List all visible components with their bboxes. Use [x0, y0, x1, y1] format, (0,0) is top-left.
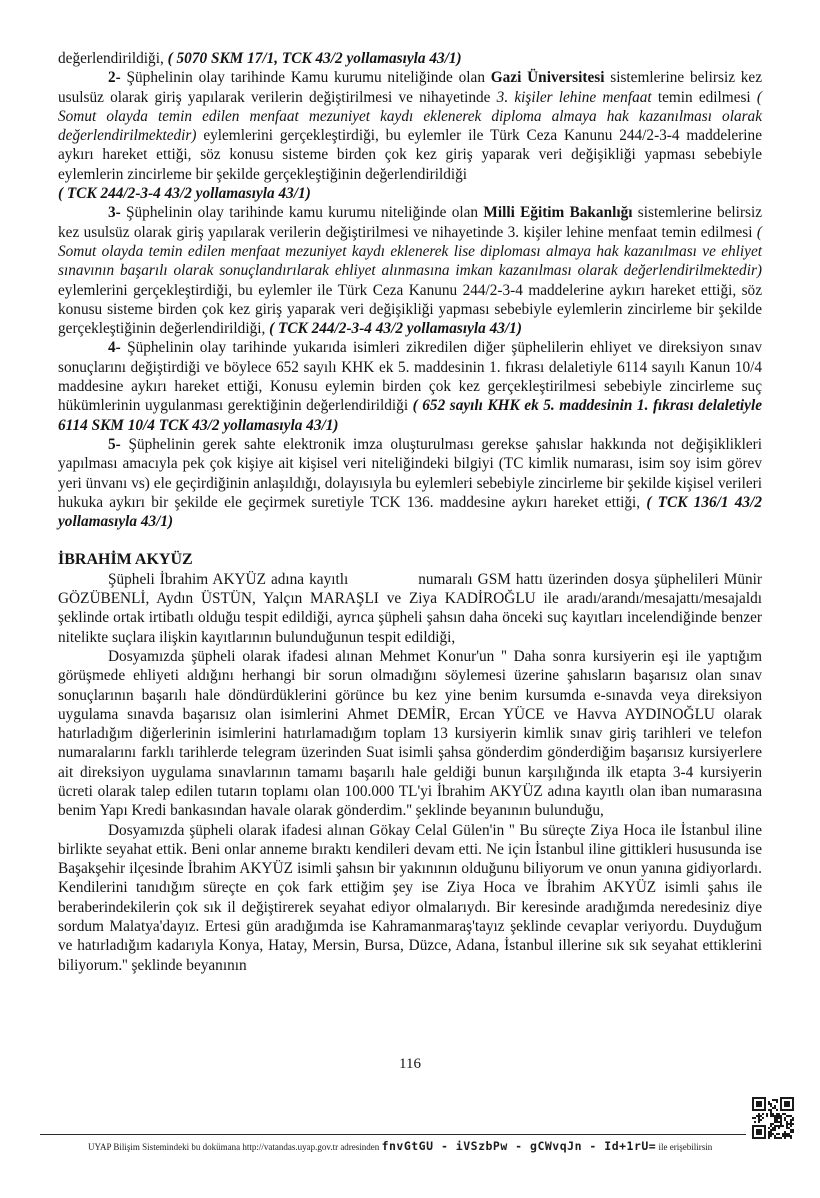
- text-run: sistemlerine belirsiz kez usulsüz olarak giriş yapılarak verilerin değiştirilmesi ve nihayetinde 3. kişiler lehine menfaat temin edilmesi: [58, 204, 763, 241]
- text-run: 5-: [108, 435, 129, 453]
- paragraph-statement-mehmet-konur: [58, 647, 762, 821]
- text-run: 4-: [108, 339, 128, 357]
- footer-access-codes: fnvGtGU - iVSzbPw - gCWvqJn - Id+1rU=: [381, 1139, 657, 1153]
- law-citation: ( 652 sayılı KHK ek 5. maddesinin 1. fıkrası delaletiyle 6114 SKM 10/4 TCK 43/2 yollamasıyla 43/1): [58, 397, 762, 434]
- page-number: 116: [399, 1056, 421, 1072]
- text-run: Şüphelinin olay tarihinde kamu kurumu niteliğinde olan: [126, 204, 484, 222]
- law-citation: ( TCK 244/2-3-4 43/2 yollamasıyla 43/1): [58, 185, 311, 203]
- suspect-name-heading: İBRAHİM AKYÜZ: [58, 551, 193, 569]
- law-citation: ( TCK 136/1 43/2 yollamasıyla 43/1): [58, 493, 762, 531]
- paragraph-1-continuation: [58, 49, 762, 68]
- text-run: Şüphelinin gerek sahte elektronik imza oluşturulması gerekse şahıslar hakkında not değişiklikleri yapılması amacıyla pek çok kişiye ait kişisel veri niteliğindeki bilgiyi (TC kimlik numarası, isim soy isim görev yeri ünvanı vs) ele geçirdiğinin anlaşıldığı, dolayısıyla bu eylemleri sebebiyle zincirleme bir şekilde kişisel verileri hukuka aykırı bir şekilde ele geçirmek suretiyle TCK 136. maddesine aykırı hareket ettiği,: [58, 435, 762, 511]
- paragraph-gsm-link: [58, 570, 762, 647]
- text-run: eylemlerini gerçekleştirdiği, bu eylemler ile Türk Ceza Kanunu 244/2-3-4 maddelerine aykırı hareket ettiği, söz konusu sisteme birden çok kez giriş yaparak veri değişikliği yapması sebebiyle eylemlerin zincirleme bir şekilde gerçekleştiğinin değerlendirildiği: [58, 127, 762, 183]
- footer-access-note: [88, 1139, 748, 1153]
- text-run: Şüphelinin olay tarihinde yukarıda isimleri zikredilen diğer şüphelilerin ehliyet ve direksiyon sınav sonuçlarını değiştirdiği ve böylece 652 sayılı KHK ek 5. maddesinin 1. fıkrası delaletiyle 6114 sayılı Kanun 10/4 maddesine aykırı hareket ettiği, Konusu eylemin birden çok kez gerçekleştirilmesi sebebiyle zincirleme suç hükümlerinin uygulanması gerektiğinin değerlendirildiği: [58, 339, 762, 415]
- law-citation: ( TCK 244/2-3-4 43/2 yollamasıyla 43/1): [269, 320, 522, 338]
- law-citation-line: [58, 184, 762, 203]
- text-run: Milli Eğitim Bakanlığı: [483, 204, 633, 222]
- text-run: ( Somut olayda temin edilen menfaat mezuniyet kaydı eklenerek diploma almaya hak kazanılması olarak değerlendirilmektedir): [58, 88, 762, 145]
- text-run: sistemlerine belirsiz kez usulsüz olarak giriş yapılarak verilerin değiştirilmesi ve nihayetinde: [58, 69, 762, 106]
- text-run: Dosyamızda şüpheli olarak ifadesi alınan Gökay Celal Gülen'in '' Bu süreçte Ziya Hoca ile İstanbul iline birlikte seyahat ettik. Beni onlar anneme bıraktı kendileri devam etti. Ne için İstanbul iline gittikleri hususunda ise Başakşehir ilçesinde İbrahim AKYÜZ isimli şahsın bir yakınının olduğunu biliyorum ve onun yanına gidiyorlardı. Kendilerini tanıdığım süreçte en çok fark ettiğim şey ise Ziya Hoca ve İbrahim AKYÜZ isimli şahıs ile beraberindekilerin çok sık il değiştirerek seyahat ediyor olmalarıydı. Bir keresinde aradığımda neredesiniz diye sordum Malatya'dayız. Ertesi gün aradığımda ise Kahramanmaraş'tayız şeklinde cevaplar veriyordu. Duyduğum ve hatırladığım kadarıyla Konya, Hatay, Mersin, Bursa, Düzce, Adana, İstanbul illerine sık sık seyahat ettiklerini biliyorum.'' şeklinde beyanının: [58, 821, 762, 974]
- text-run: değerlendirildiği,: [58, 50, 168, 67]
- paragraph-item-2: [58, 68, 762, 184]
- paragraph-statement-gokay-celal-gulen: [58, 821, 762, 975]
- footer-note-prefix: UYAP Bilişim Sistemindeki bu dokümana http://vatandas.uyap.gov.tr adresinden: [88, 1142, 380, 1152]
- text-run: eylemlerini gerçekleştirdiği, bu eylemler ile Türk Ceza Kanunu 244/2-3-4 maddelerine aykırı hareket ettiği, söz konusu sisteme birden çok kez giriş yaparak veri değişikliği yapması sebebiyle eylemlerin zincirleme bir şekilde gerçekleştiğinin değerlendirildiği,: [58, 281, 762, 338]
- text-run: ( Somut olayda temin edilen menfaat mezuniyet kaydı eklenerek lise diploması almaya hak kazanılması ve ehliyet sınavının başarılı olarak sonuçlandırılarak ehliyet alınmasına imkan kazanılması olarak değerlendirilmektedir): [58, 223, 762, 280]
- text-run: 3-: [108, 204, 127, 222]
- paragraph-item-4: [58, 338, 762, 434]
- text-run: 3. kişiler lehine menfaat: [496, 88, 652, 106]
- document-body: [58, 49, 762, 975]
- footer-divider: [40, 1134, 746, 1135]
- paragraph-item-5: [58, 435, 762, 531]
- text-run: Şüpheli İbrahim AKYÜZ adına kayıtlı: [108, 570, 349, 588]
- qr-code: [752, 1097, 794, 1139]
- law-citation: ( 5070 SKM 17/1, TCK 43/2 yollamasıyla 43/1): [167, 50, 462, 67]
- text-run: Gazi Üniversitesi: [490, 69, 605, 87]
- paragraph-item-3: [58, 203, 762, 338]
- text-run: numaralı GSM hattı üzerinden dosya şüphelileri Münir GÖZÜBENLİ, Aydın ÜSTÜN, Yalçın MARAŞLI ve Ziya KADİROĞLU ile aradı/arandı/mesajattı/mesajaldı şeklinde ortak irtibatlı olduğu tespit edildiği, ayrıca şüpheli şahsın daha önceki suç kayıtları incelendiğinde benzer nitelikte suçlara ilişkin kayıtlarının bulunduğunun tespit edildiği,: [58, 570, 762, 646]
- text-run: Şüphelinin olay tarihinde Kamu kurumu niteliğinde olan: [126, 69, 491, 87]
- footer-note-suffix: ile erişebilirsin: [658, 1142, 713, 1152]
- text-run: 2-: [108, 69, 127, 87]
- text-run: Dosyamızda şüpheli olarak ifadesi alınan Mehmet Konur'un '' Daha sonra kursiyerin eşi ile yaptığım görüşmede ehliyeti aldığını herhangi bir sorun olmadığını söylemesi üzerine şahısların başarısız olan sınav sonuçlarının başarılı hale döndürdüklerini görünce bu kez yine benim kursumda e-sınavda veya direksiyon uygulama sınavda başarısız olan isimlerini Ahmet DEMİR, Ercan YÜCE ve Havva AYDINOĞLU olarak hatırladığım diğerlerinin isimlerini hatırlamadığım toplam 13 kursiyerin kimlik sınav giriş tarihleri ve telefon numaralarını farklı tarihlerde telegram üzerinden Suat isimli şahsa gönderdim gönderdiğim başarısız kursiyerlere ait direksiyon uygulama sınavlarının tamamı başarılı hale geldiği bunun karşılığında ilk etapta 3-4 kursiyerin ücreti olarak talep edilen tutarın toplamı olan 100.000 TL'yi İbrahim AKYÜZ adına kayıtlı olan iban numarasına benim Yapı Kredi bankasından havale olarak gönderdim.'' şeklinde beyanının bulunduğu,: [58, 647, 762, 820]
- text-run: temin edilmesi: [651, 88, 757, 106]
